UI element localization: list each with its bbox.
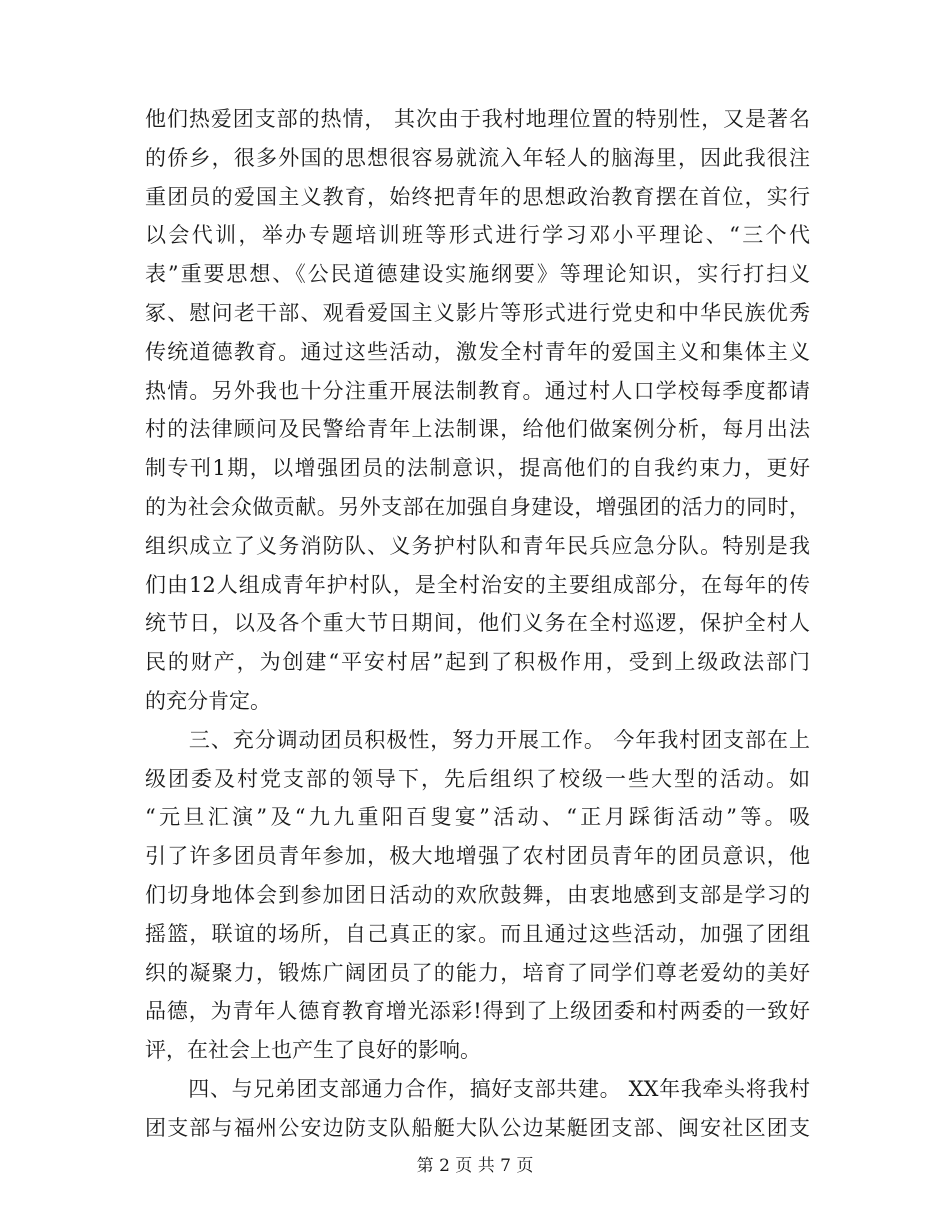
text-line: 组织成立了义务消防队、义务护村队和青年民兵应急分队。特别是我 [145, 533, 810, 558]
text-line: 热情。另外我也十分注重开展法制教育。通过村人口学校每季度都请 [145, 378, 810, 403]
body-text [145, 100, 810, 1148]
text-line: 品德，为青年人德育教育增光添彩!得到了上级团委和村两委的一致好 [145, 999, 810, 1024]
text-line: 三、充分调动团员积极性，努力开展工作。 今年我村团支部在上 [145, 727, 810, 752]
text-line: 引了许多团员青年参加，极大地增强了农村团员青年的团员意识，他 [145, 844, 810, 869]
text-line: 重团员的爱国主义教育，始终把青年的思想政治教育摆在首位，实行 [145, 184, 810, 209]
text-line: 民的财产，为创建“平安村居”起到了积极作用，受到上级政法部门 [145, 650, 810, 675]
text-line: 四、与兄弟团支部通力合作，搞好支部共建。 XX年我牵头将我村 [145, 1076, 810, 1101]
text-line: 村的法律顾问及民警给青年上法制课，给他们做案例分析，每月出法 [145, 417, 810, 442]
text-line: 制专刊1期，以增强团员的法制意识，提高他们的自我约束力，更好 [145, 456, 810, 481]
text-line: 的为社会众做贡献。另外支部在加强自身建设，增强团的活力的同时， [145, 494, 810, 519]
text-line: 冢、慰问老干部、观看爱国主义影片等形式进行党史和中华民族优秀 [145, 300, 810, 325]
text-line: 表”重要思想、《公民道德建设实施纲要》等理论知识，实行打扫义 [145, 262, 810, 287]
text-line: 级团委及村党支部的领导下，先后组织了校级一些大型的活动。如 [145, 766, 810, 791]
text-line: 织的凝聚力，锻炼广阔团员了的能力，培育了同学们尊老爱幼的美好 [145, 960, 810, 985]
text-line: “元旦汇演”及“九九重阳百叟宴”活动、“正月踩街活动”等。吸 [145, 805, 810, 830]
text-line: 的侨乡，很多外国的思想很容易就流入年轻人的脑海里，因此我很注 [145, 145, 810, 170]
text-line: 评，在社会上也产生了良好的影响。 [145, 1038, 481, 1063]
text-line: 以会代训，举办专题培训班等形式进行学习邓小平理论、“三个代 [145, 223, 810, 248]
text-line: 统节日，以及各个重大节日期间，他们义务在全村巡逻，保护全村人 [145, 611, 810, 636]
text-line: 传统道德教育。通过这些活动，激发全村青年的爱国主义和集体主义 [145, 339, 810, 364]
text-line: 们切身地体会到参加团日活动的欢欣鼓舞，由衷地感到支部是学习的 [145, 882, 810, 907]
text-line: 团支部与福州公安边防支队船艇大队公边某艇团支部、闽安社区团支 [145, 1115, 810, 1140]
page-footer: 第 2 页 共 7 页 [416, 1156, 534, 1176]
text-line: 的充分肯定。 [145, 688, 271, 713]
text-line: 们由12人组成青年护村队，是全村治安的主要组成部分，在每年的传 [145, 572, 810, 597]
text-line: 摇篮，联谊的场所，自己真正的家。而且通过这些活动，加强了团组 [145, 921, 810, 946]
text-line: 他们热爱团支部的热情， 其次由于我村地理位置的特别性，又是著名 [145, 107, 810, 131]
